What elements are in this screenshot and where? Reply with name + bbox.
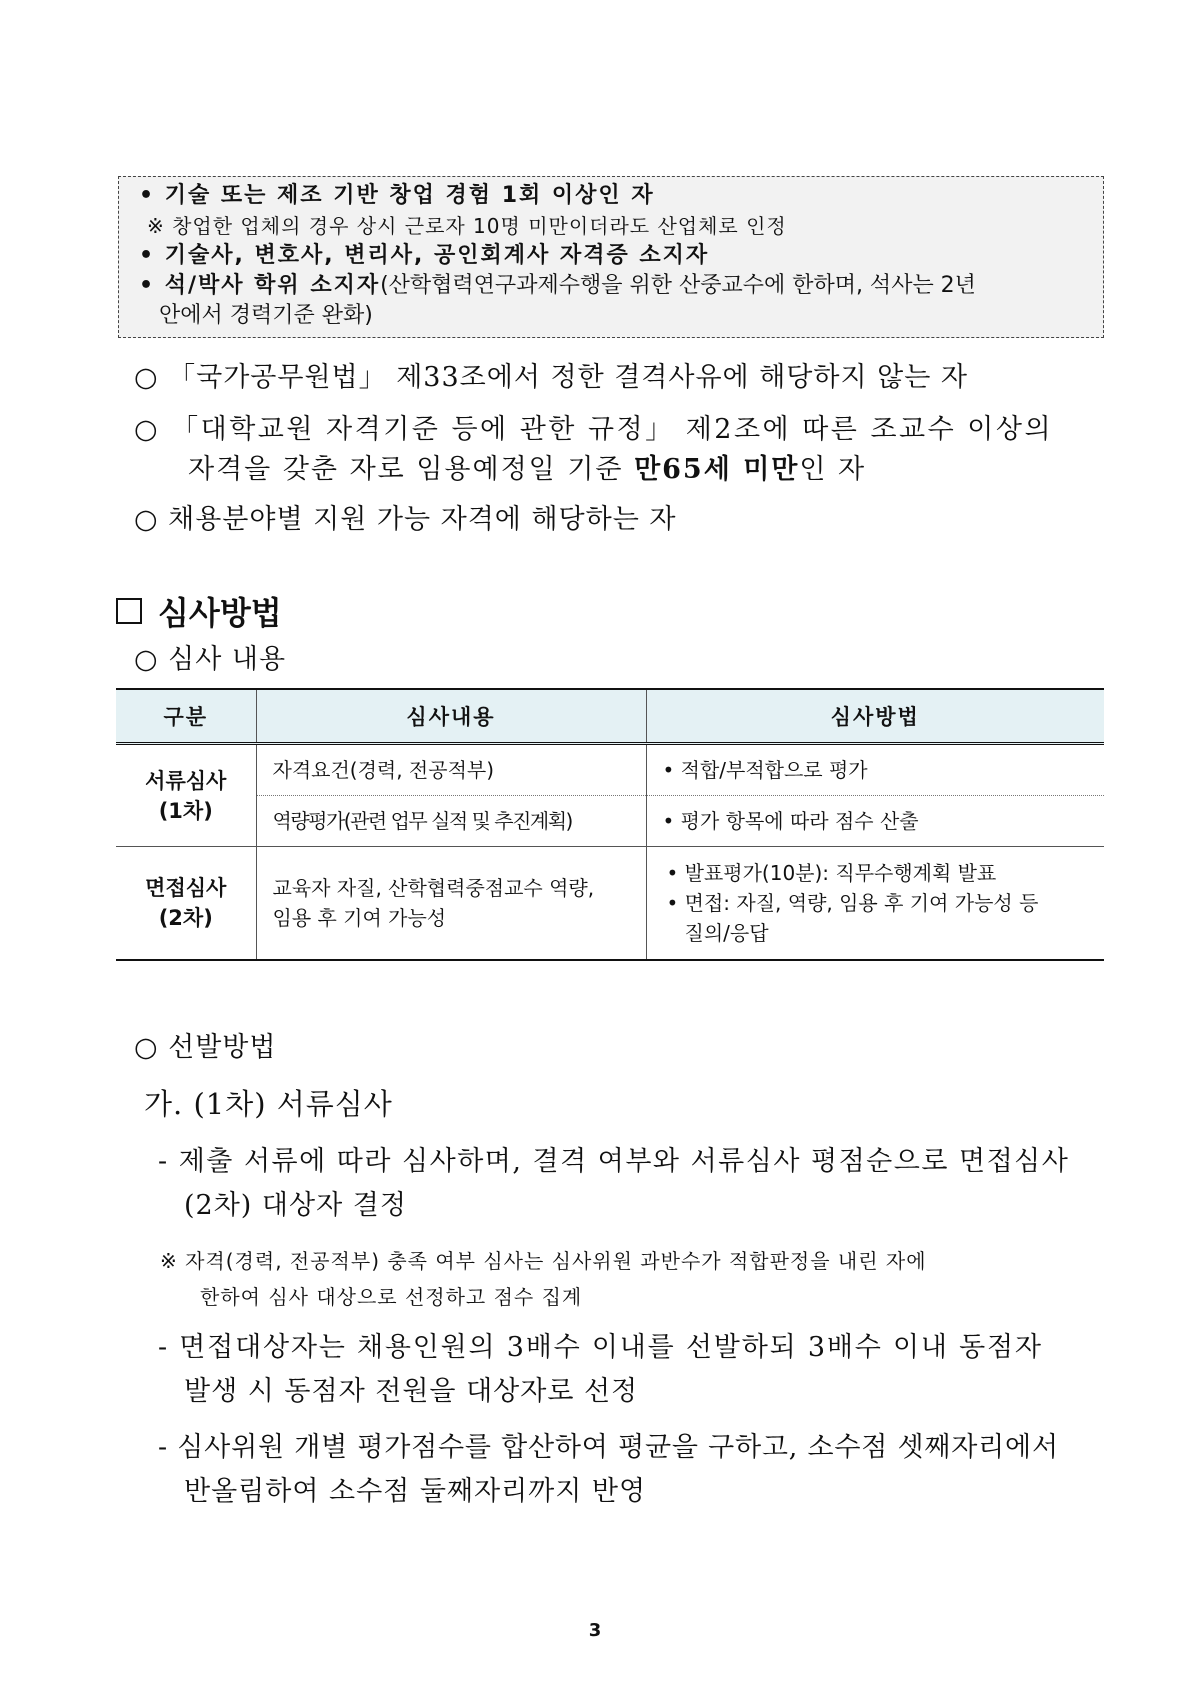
cat-label: 서류심사 <box>145 768 227 793</box>
selection-detail-3: - 심사위원 개별 평가점수를 합산하여 평균을 구하고, 소수점 셋째자리에서 <box>158 1432 1059 1463</box>
criteria-item-3: ○ 채용분야별 지원 가능 자격에 해당하는 자 <box>134 504 677 535</box>
method-line: • 면접: 자질, 역량, 임용 후 기여 가능성 등 <box>666 891 1039 915</box>
table-row <box>116 847 1104 961</box>
criteria-item-2-bold: 만65세 미만 <box>634 454 800 485</box>
box-line-degree-cont: 안에서 경력기준 완화) <box>159 303 373 328</box>
method-line-cont: 질의/응답 <box>684 921 769 945</box>
cat-round: (2차) <box>158 906 213 930</box>
box-degree-bold: • 석/박사 학위 소지자 <box>139 273 381 298</box>
table-header-row <box>116 689 1104 744</box>
table-cell-document-review <box>116 744 256 847</box>
box-line-license: • 기술사, 변호사, 변리사, 공인회계사 자격증 소지자 <box>139 243 710 268</box>
table-header-method: 심사방법 <box>646 689 1104 744</box>
selection-step-ga: 가. (1차) 서류심사 <box>144 1087 393 1121</box>
subsection-selection: ○ 선발방법 <box>134 1032 277 1063</box>
page-number: 3 <box>588 1620 602 1641</box>
box-degree-rest: (산학협력연구과제수행을 위한 산중교수에 한하며, 석사는 2년 <box>380 273 976 298</box>
table-cell-method <box>646 847 1104 961</box>
table-cell-content: 역량평가(관련 업무 실적 및 추진계획) <box>256 796 646 847</box>
table-cell-method: • 평가 항목에 따라 점수 산출 <box>646 796 1104 847</box>
criteria-item-2: ○ 「대학교원 자격기준 등에 관한 규정」 제2조에 따른 조교수 이상의 <box>134 414 1054 445</box>
cat-round: (1차) <box>158 798 213 823</box>
table-header-content: 심사내용 <box>256 689 646 744</box>
table-cell-content: 자격요건(경력, 전공적부) <box>256 744 646 796</box>
selection-detail-2-cont: 발생 시 동점자 전원을 대상자로 선정 <box>184 1376 639 1407</box>
cat-label: 면접심사 <box>145 876 227 900</box>
method-line: • 발표평가(10분): 직무수행계획 발표 <box>666 861 997 885</box>
content-line: 교육자 자질, 산학협력중점교수 역량, <box>272 876 595 900</box>
selection-detail-3-cont: 반올림하여 소수점 둘째자리까지 반영 <box>184 1476 647 1507</box>
criteria-item-2-cont <box>188 450 866 490</box>
selection-detail-1: - 제출 서류에 따라 심사하며, 결격 여부와 서류심사 평점순으로 면접심사 <box>158 1146 1070 1177</box>
evaluation-table <box>116 688 1104 961</box>
table-row <box>116 744 1104 796</box>
qualification-box <box>118 176 1104 338</box>
selection-detail-2: - 면접대상자는 채용인원의 3배수 이내를 선발하되 3배수 이내 동점자 <box>158 1332 1043 1363</box>
box-line-startup: • 기술 또는 제조 기반 창업 경험 1회 이상인 자 <box>139 183 655 208</box>
selection-note: ※ 자격(경력, 전공적부) 충족 여부 심사는 심사위원 과반수가 적합판정을 내린 자에 <box>160 1249 927 1273</box>
selection-note-cont: 한하여 심사 대상으로 선정하고 점수 집계 <box>200 1285 583 1309</box>
section-heading <box>116 588 282 634</box>
table-cell-method: • 적합/부적합으로 평가 <box>646 744 1104 796</box>
criteria-item-2-post: 인 자 <box>799 454 867 485</box>
table-cell-content <box>256 847 646 961</box>
subsection-review-content: ○ 심사 내용 <box>134 644 287 675</box>
selection-detail-1-cont: (2차) 대상자 결정 <box>184 1190 407 1221</box>
table-row <box>116 796 1104 847</box>
box-line-degree <box>139 271 1091 301</box>
box-note-startup: ※ 창업한 업체의 경우 상시 근로자 10명 미만이더라도 산업체로 인정 <box>147 214 787 238</box>
square-bullet-icon <box>116 598 142 624</box>
criteria-item-1: ○ 「국가공무원법」 제33조에서 정한 결격사유에 해당하지 않는 자 <box>134 362 968 393</box>
table-cell-interview <box>116 847 256 961</box>
section-title: 심사방법 <box>158 594 282 632</box>
content-line: 임용 후 기여 가능성 <box>272 906 447 930</box>
criteria-item-2-pre: 자격을 갖춘 자로 임용예정일 기준 <box>188 454 635 485</box>
table-header-category: 구분 <box>116 689 256 744</box>
